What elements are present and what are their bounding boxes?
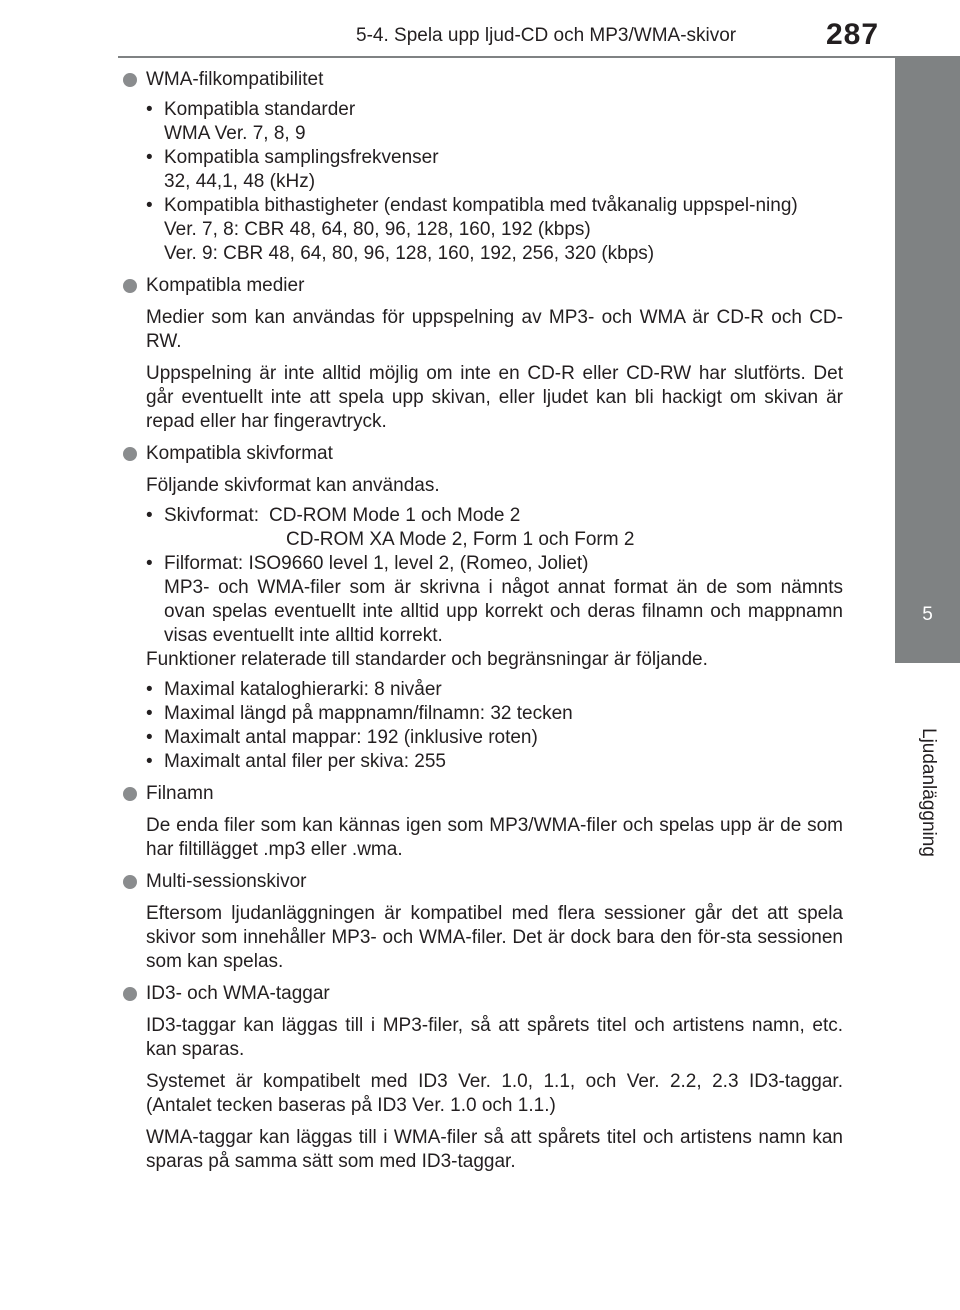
paragraph: Uppspelning är inte alltid möjlig om inte en CD-R eller CD-RW har slutförts. Det går eventuellt inte att spela upp skivan, eller ljudet kan bli hackigt om skivan är repad eller har fingeravtryck. [146,363,843,432]
bullet-dot-icon [123,875,137,889]
chapter-side-tab [895,58,960,663]
list-item: • Skivformat: CD-ROM Mode 1 och Mode 2 CD-ROM XA Mode 2, Form 1 och Form 2 [146,504,843,552]
paragraph: Funktioner relaterade till standarder och begränsningar är följande. [146,649,708,670]
header-title: 5-4. Spela upp ljud-CD och MP3/WMA-skivor [356,25,737,46]
paragraph: WMA-taggar kan läggas till i WMA-filer så att spårets titel och artistens namn kan sparas på samma sätt som med ID3-taggar. [146,1127,843,1172]
bullet-dot-icon [123,279,137,293]
wma-list [123,98,843,266]
section-wma [123,68,843,266]
paragraph: De enda filer som kan kännas igen som MP3/WMA-filer och spelas upp är de som har filtillägget .mp3 eller .wma. [146,815,843,860]
list-item: • Kompatibla samplingsfrekvenser 32, 44,1, 48 (kHz) [146,146,843,194]
section-side-label: Ljudanläggning [918,728,939,857]
list-item: • Maximal längd på mappnamn/filnamn: 32 tecken [146,702,843,726]
section-multisession [123,870,843,974]
section-heading: Filnamn [123,782,843,806]
chapter-number: 5 [922,604,933,625]
list-item: • Filformat: ISO9660 level 1, level 2, (Romeo, Joliet) MP3- och WMA-filer som är skrivna i något annat format än de som nämnts ovan spelas eventuellt inte alltid upp korrekt och deras filnamn och mappnamn visas eventuellt inte alltid korrekt. [146,552,843,648]
bullet-dot-icon [123,787,137,801]
paragraph: Eftersom ljudanläggningen är kompatibel med flera sessioner går det att spela skivor som innehåller MP3- och WMA-filer. Det är dock bara den för-sta sessionen som kan spelas. [146,903,843,972]
list-item: • Kompatibla bithastigheter (endast kompatibla med tvåkanalig uppspel-ning) Ver. 7, 8: CBR 48, 64, 80, 96, 128, 160, 192 (kbps) Ver. 9: CBR 48, 64, 80, 96, 128, 160, 192, 256, 320 (kbps) [146,194,843,266]
paragraph: Följande skivformat kan användas. [146,475,440,496]
paragraph: ID3-taggar kan läggas till i MP3-filer, så att spårets titel och artistens namn, etc. kan sparas. [146,1015,843,1060]
section-disc-format [123,442,843,774]
paragraph: Systemet är kompatibelt med ID3 Ver. 1.0, 1.1, och Ver. 2.2, 2.3 ID3-taggar. (Antalet tecken baseras på ID3 Ver. 1.0 och 1.1.) [146,1071,843,1116]
list-item: • Maximalt antal mappar: 192 (inklusive roten) [146,726,843,750]
header-rule [118,56,960,58]
list-item: • Maximalt antal filer per skiva: 255 [146,750,843,774]
page-content [123,68,843,1174]
bullet-dot-icon [123,987,137,1001]
list-item: • Kompatibla standarder WMA Ver. 7, 8, 9 [146,98,843,146]
list-item: • Maximal kataloghierarki: 8 nivåer [146,678,843,702]
limits-list [123,678,843,774]
section-heading: Kompatibla medier [123,274,843,298]
section-filenames [123,782,843,862]
section-heading: Kompatibla skivformat [123,442,843,466]
page-number: 287 [826,18,880,51]
format-list [123,504,843,648]
bullet-dot-icon [123,447,137,461]
section-media [123,274,843,434]
section-heading: Multi-sessionskivor [123,870,843,894]
section-heading: WMA-filkompatibilitet [123,68,843,92]
bullet-dot-icon [123,73,137,87]
section-tags [123,982,843,1174]
paragraph: Medier som kan användas för uppspelning av MP3- och WMA är CD-R och CD-RW. [146,307,843,352]
section-heading: ID3- och WMA-taggar [123,982,843,1006]
